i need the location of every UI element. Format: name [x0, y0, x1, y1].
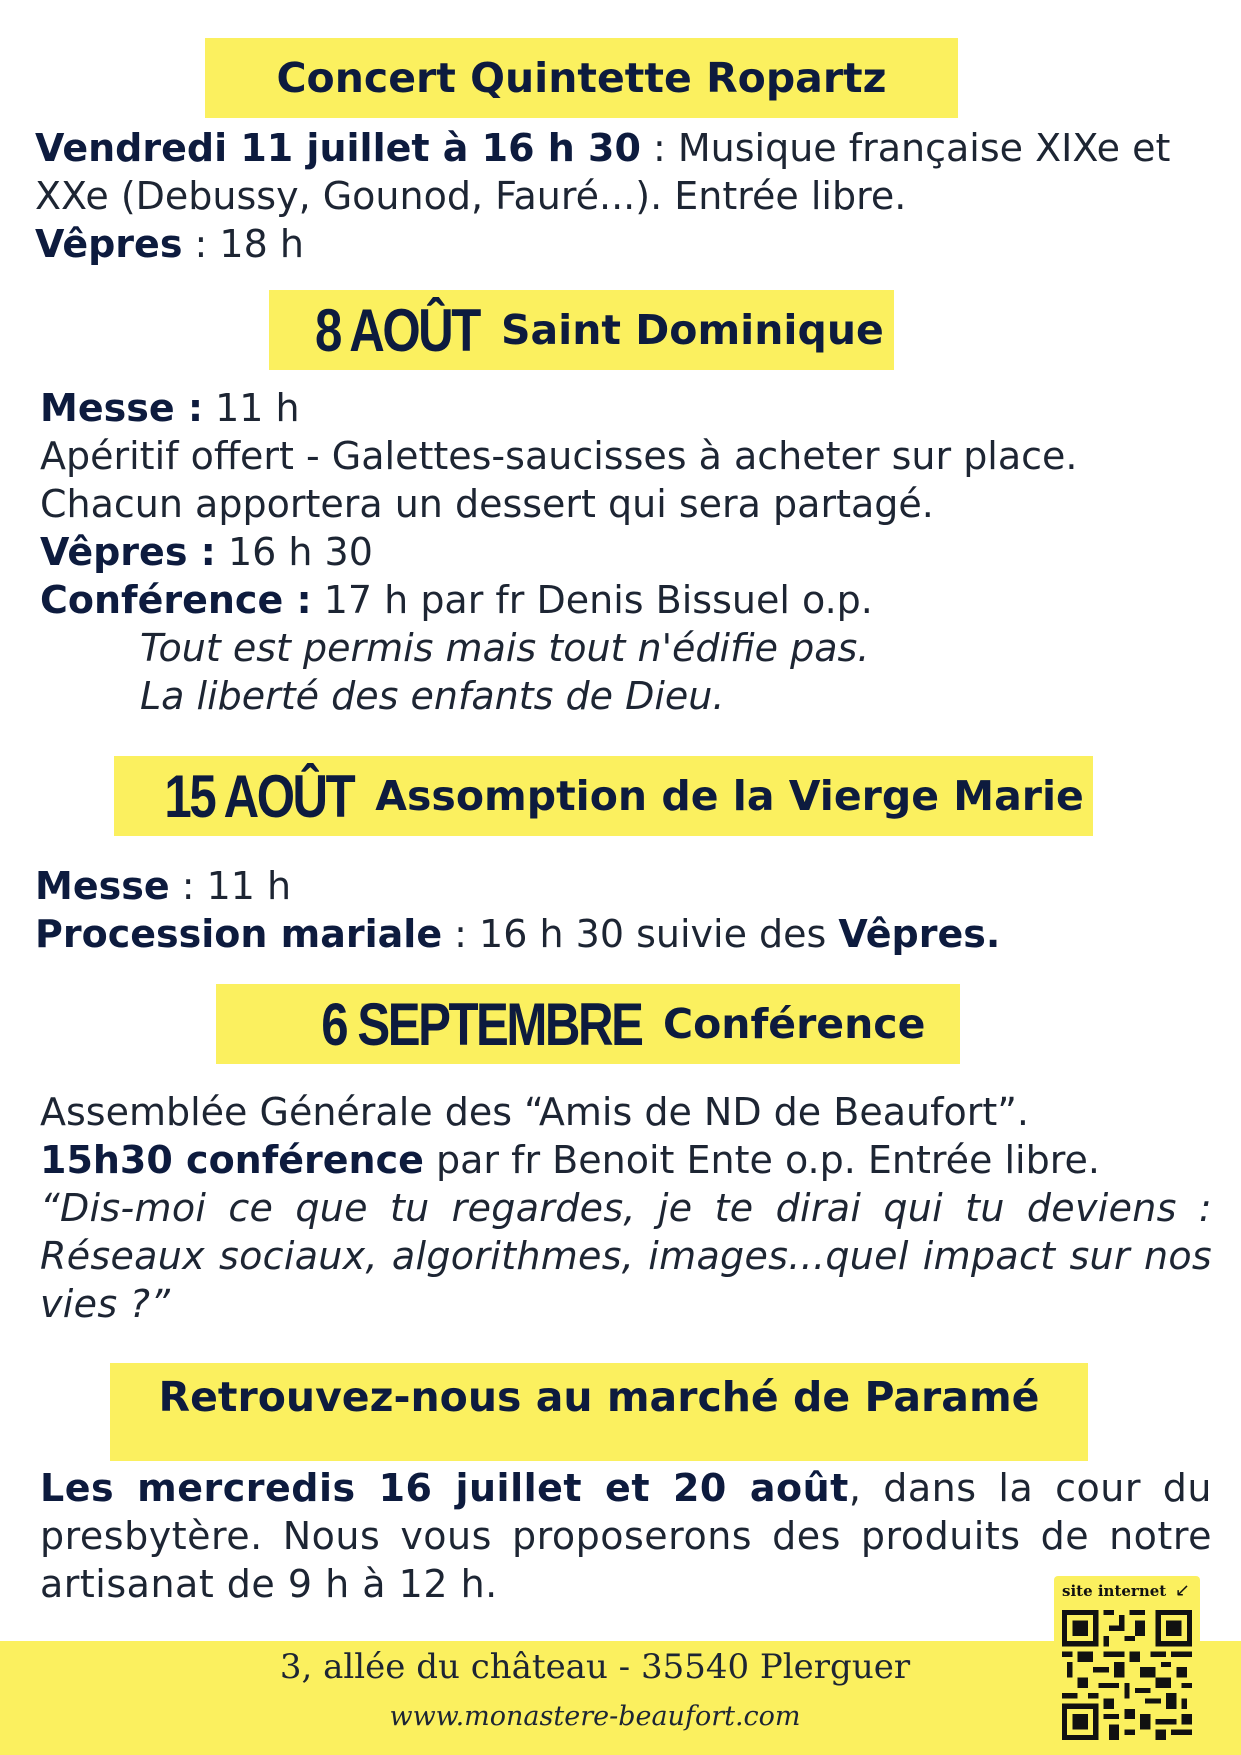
concert-date: Vendredi 11 juillet à 16 h 30 — [35, 126, 641, 170]
septembre6-details — [40, 1088, 1100, 1184]
aout8-quote2: La liberté des enfants de Dieu. — [140, 674, 725, 718]
aout15-messe-value: : 11 h — [169, 864, 292, 908]
aout8-dessert: Chacun apportera un dessert qui sera partagé. — [40, 482, 934, 526]
marche-details — [40, 1464, 1212, 1608]
concert-banner — [205, 38, 958, 118]
aout8-conf-label: Conférence : — [40, 578, 312, 622]
aout8-details — [40, 384, 1078, 720]
aout15-procession-end: Vêpres. — [838, 912, 1001, 956]
aout15-title: Assomption de la Vierge Marie — [375, 772, 1084, 820]
aout8-date: 8 AOÛT — [315, 296, 479, 364]
aout15-banner — [114, 756, 1093, 836]
aout15-procession-value: : 16 h 30 suivie des — [442, 912, 839, 956]
qr-label: site internet — [1062, 1582, 1167, 1600]
septembre6-conf-label: 15h30 conférence — [40, 1138, 424, 1182]
concert-vepres-value: : 18 h — [182, 222, 304, 266]
aout8-aperitif: Apéritif offert - Galettes-saucisses à acheter sur place. — [40, 434, 1078, 478]
marche-banner — [110, 1363, 1088, 1461]
aout8-messe-label: Messe : — [40, 386, 204, 430]
footer-address: 3, allée du château - 35540 Plerguer — [279, 1647, 911, 1687]
septembre6-title: Conférence — [663, 1000, 926, 1048]
aout8-title: Saint Dominique — [500, 306, 884, 354]
marche-title: Retrouvez-nous au marché de Paramé — [158, 1373, 1040, 1421]
aout8-quote1: Tout est permis mais tout n'édifie pas. — [140, 626, 870, 670]
concert-line2: XXe (Debussy, Gounod, Fauré...). Entrée libre. — [35, 174, 907, 218]
concert-details — [35, 124, 1170, 268]
septembre6-quote: “Dis-moi ce que tu regardes, je te dirai qui tu deviens : Réseaux sociaux, algorithmes, images...quel impact sur nos vies ?” — [40, 1186, 1212, 1326]
septembre6-conf-value: par fr Benoit Ente o.p. Entrée libre. — [423, 1138, 1100, 1182]
septembre6-assemblee: Assemblée Générale des “Amis de ND de Beaufort”. — [40, 1090, 1029, 1134]
concert-vepres-label: Vêpres — [35, 222, 183, 266]
aout15-date: 15 AOÛT — [164, 762, 354, 830]
aout15-details — [35, 862, 1000, 958]
concert-desc: : Musique française XIXe et — [640, 126, 1171, 170]
concert-title: Concert Quintette Ropartz — [276, 54, 887, 102]
septembre6-date: 6 SEPTEMBRE — [320, 990, 641, 1058]
marche-dates: Les mercredis 16 juillet et 20 août — [40, 1466, 849, 1510]
aout8-banner — [269, 290, 894, 370]
aout15-procession-label: Procession mariale — [35, 912, 443, 956]
aout8-vepres-label: Vêpres : — [40, 530, 216, 574]
aout8-conf-value: 17 h par fr Denis Bissuel o.p. — [311, 578, 873, 622]
footer-website[interactable]: www.monastere-beaufort.com — [389, 1701, 801, 1732]
marche-text: , dans la cour du presbytère. Nous vous proposerons des produits de notre artisanat de 9 h à 12 h. — [40, 1466, 1212, 1606]
aout8-vepres-value: 16 h 30 — [215, 530, 373, 574]
septembre6-banner — [216, 984, 960, 1064]
aout15-messe-label: Messe — [35, 864, 170, 908]
arrow-icon: ↙ — [1174, 1580, 1190, 1601]
aout8-messe-value: 11 h — [203, 386, 300, 430]
qr-code-icon — [1062, 1610, 1192, 1740]
qr-code-panel[interactable] — [1054, 1576, 1200, 1746]
